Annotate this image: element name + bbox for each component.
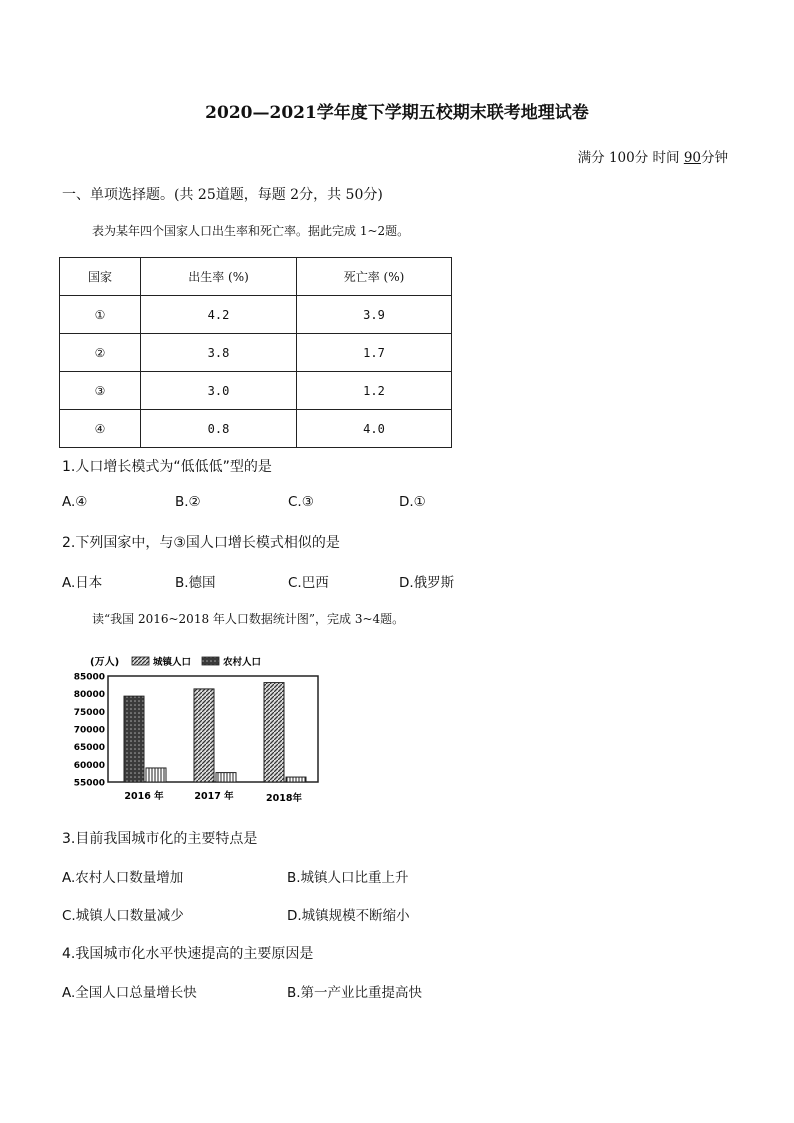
question-3-stem: 3.目前我国城市化的主要特点是 bbox=[62, 831, 258, 847]
table-row bbox=[60, 372, 452, 410]
score-time-info bbox=[578, 146, 728, 166]
table-cell: 4.0 bbox=[297, 410, 452, 448]
section-heading: 一、单项选择题。(共 25道题，每题 2分，共 50分) bbox=[62, 187, 383, 203]
score-prefix: 满分 100分 时间 bbox=[577, 150, 684, 166]
q1-option-d[interactable]: D.① bbox=[399, 494, 426, 510]
legend-swatch-rural bbox=[202, 657, 219, 665]
table-cell: ③ bbox=[60, 372, 141, 410]
x-tick-label: 2017 年 bbox=[194, 791, 234, 802]
y-axis-ticks bbox=[74, 673, 105, 789]
bar-urban bbox=[264, 683, 284, 782]
exam-title: 2020—2021学年度下学期五校期末联考地理试卷 bbox=[205, 103, 589, 123]
table-cell: ① bbox=[60, 296, 141, 334]
x-tick-label: 2018年 bbox=[266, 793, 302, 804]
y-tick-label: 80000 bbox=[73, 690, 105, 701]
exam-minutes: 90 bbox=[683, 150, 701, 166]
q1-option-c[interactable]: C.③ bbox=[288, 494, 314, 510]
table-header-cell: 死亡率 (%) bbox=[297, 258, 452, 296]
population-bar-chart bbox=[70, 648, 320, 808]
legend-label-urban: 城镇人口 bbox=[153, 657, 192, 668]
table-cell: ② bbox=[60, 334, 141, 372]
y-tick-label: 60000 bbox=[73, 760, 105, 771]
q1-option-b[interactable]: B.② bbox=[175, 494, 201, 510]
bar-rural bbox=[146, 768, 166, 782]
chart-unit-label: (万人) bbox=[90, 657, 120, 668]
q2-option-c[interactable]: C.巴西 bbox=[288, 575, 329, 591]
q4-option-b[interactable]: B.第一产业比重提高快 bbox=[287, 985, 423, 1001]
q3-option-d[interactable]: D.城镇规模不断缩小 bbox=[287, 908, 410, 924]
q2-option-a[interactable]: A.日本 bbox=[62, 575, 103, 591]
legend-label-rural: 农村人口 bbox=[223, 657, 262, 668]
table-header-cell: 出生率 (%) bbox=[141, 258, 297, 296]
intro-questions-1-2: 表为某年四个国家人口出生率和死亡率。据此完成 1~2题。 bbox=[92, 224, 410, 238]
bar-rural bbox=[216, 773, 236, 782]
y-tick-label: 85000 bbox=[73, 672, 105, 683]
table-cell: 3.9 bbox=[297, 296, 452, 334]
table-cell: 3.8 bbox=[141, 334, 297, 372]
score-suffix: 分钟 bbox=[701, 150, 728, 166]
y-tick-label: 75000 bbox=[73, 707, 105, 718]
table-header-row bbox=[60, 258, 452, 296]
q4-option-a[interactable]: A.全国人口总量增长快 bbox=[62, 985, 197, 1001]
y-tick-label: 65000 bbox=[73, 743, 105, 754]
question-1-stem: 1.人口增长模式为“低低低”型的是 bbox=[62, 459, 272, 475]
table-cell: 3.0 bbox=[141, 372, 297, 410]
q2-option-d[interactable]: D.俄罗斯 bbox=[399, 575, 455, 591]
table-cell: 1.7 bbox=[297, 334, 452, 372]
bar-urban bbox=[124, 696, 144, 782]
table-cell: ④ bbox=[60, 410, 141, 448]
question-4-stem: 4.我国城市化水平快速提高的主要原因是 bbox=[62, 946, 314, 962]
x-tick-label: 2016 年 bbox=[124, 791, 164, 802]
table-cell: 0.8 bbox=[141, 410, 297, 448]
question-2-stem: 2.下列国家中，与③国人口增长模式相似的是 bbox=[62, 535, 340, 551]
bar-urban bbox=[194, 689, 214, 782]
q3-option-a[interactable]: A.农村人口数量增加 bbox=[62, 870, 184, 886]
q1-option-a[interactable]: A.④ bbox=[62, 494, 88, 510]
q3-option-b[interactable]: B.城镇人口比重上升 bbox=[287, 870, 409, 886]
population-table bbox=[59, 257, 452, 448]
x-axis-labels bbox=[124, 790, 302, 804]
table-row bbox=[60, 296, 452, 334]
q2-option-b[interactable]: B.德国 bbox=[175, 575, 216, 591]
bar-rural bbox=[286, 777, 306, 782]
legend-swatch-urban bbox=[132, 657, 149, 665]
chart-bars bbox=[124, 683, 306, 782]
intro-questions-3-4: 读“我国 2016~2018 年人口数据统计图”，完成 3~4题。 bbox=[92, 612, 405, 626]
y-tick-label: 55000 bbox=[73, 778, 105, 789]
table-row bbox=[60, 334, 452, 372]
table-header-cell: 国家 bbox=[60, 258, 141, 296]
q3-option-c[interactable]: C.城镇人口数量减少 bbox=[62, 908, 184, 924]
table-cell: 1.2 bbox=[297, 372, 452, 410]
y-tick-label: 70000 bbox=[73, 725, 105, 736]
table-row bbox=[60, 410, 452, 448]
table-cell: 4.2 bbox=[141, 296, 297, 334]
